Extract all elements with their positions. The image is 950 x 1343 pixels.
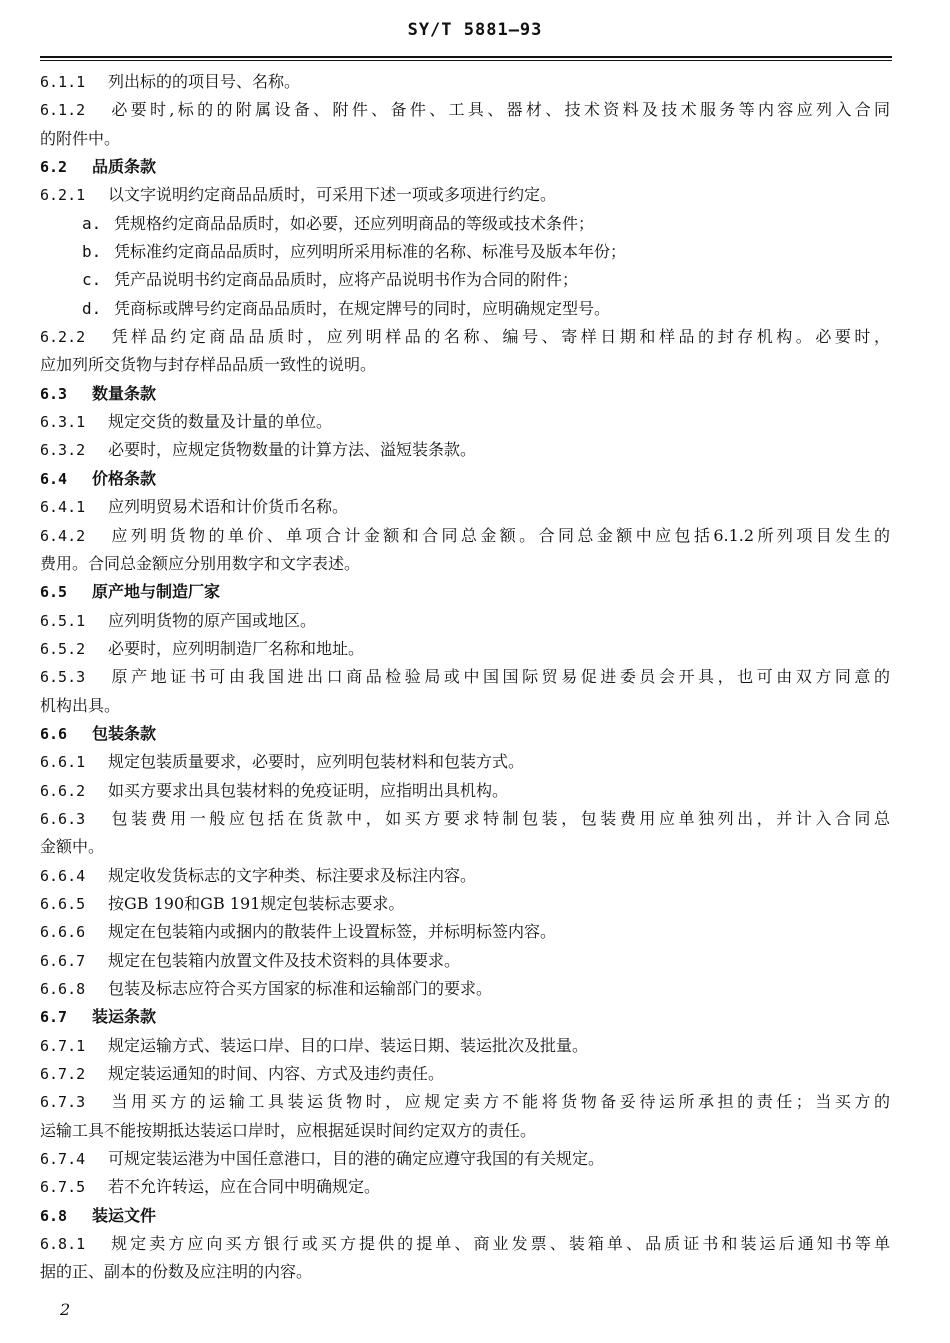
clause-continuation: 机构出具。 — [40, 695, 121, 715]
clause-6-6-8 — [40, 975, 890, 1003]
section-number: 6.3 — [40, 384, 68, 403]
clause-number: 6.6.1 — [40, 753, 86, 772]
clause-text: 若不允许转运，应在合同中明确规定。 — [108, 1177, 381, 1197]
clause-6-5-2 — [40, 635, 890, 663]
clause-number: 6.7.1 — [40, 1036, 86, 1055]
clause-continuation: 应加列所交货物与封存样品品质一致性的说明。 — [40, 355, 377, 375]
clause-text: 必要时，应列明制造厂名称和地址。 — [108, 638, 365, 658]
clause-6-6-7 — [40, 947, 890, 975]
clause-continuation: 金额中。 — [40, 837, 105, 857]
clause-number: 6.6.2 — [40, 781, 86, 800]
clause-6-4-2 — [40, 522, 890, 550]
page-number: 2 — [60, 1300, 71, 1319]
clause-text: 以文字说明约定商品品质时，可采用下述一项或多项进行约定。 — [108, 185, 557, 205]
list-letter: b. — [82, 242, 102, 262]
section-title: 包装条款 — [92, 723, 157, 743]
clause-continuation: 运输工具不能按期抵达装运口岸时，应根据延误时间约定双方的责任。 — [40, 1120, 537, 1140]
section-number: 6.7 — [40, 1008, 68, 1027]
section-6-8-heading — [40, 1202, 890, 1230]
clause-6-2-1 — [40, 181, 890, 209]
section-title: 装运文件 — [92, 1205, 157, 1225]
clause-number: 6.6.5 — [40, 894, 86, 913]
clause-number: 6.1.1 — [40, 73, 86, 91]
clause-text: 当用买方的运输工具装运货物时，应规定卖方不能将货物备妥待运所承担的责任；当买方的 — [108, 1092, 890, 1112]
clause-number: 6.5.3 — [40, 668, 86, 687]
list-text: 凭商标或牌号约定商品品质时，在规定牌号的同时，应明确规定型号。 — [114, 298, 611, 318]
section-number: 6.6 — [40, 724, 68, 743]
clause-number: 6.2.2 — [40, 328, 86, 347]
clause-6-7-3 — [40, 1088, 890, 1116]
clause-number: 6.6.7 — [40, 951, 86, 970]
section-6-7-heading — [40, 1003, 890, 1031]
section-title: 装运条款 — [92, 1007, 157, 1027]
clause-6-3-2 — [40, 436, 890, 464]
clause-6-7-5 — [40, 1173, 890, 1201]
list-letter: c. — [82, 270, 102, 290]
document-body — [40, 68, 890, 1287]
clause-text: 规定包装质量要求，必要时，应列明包装材料和包装方式。 — [108, 752, 525, 772]
section-number: 6.4 — [40, 469, 68, 488]
clause-text: 包装费用一般应包括在货款中，如买方要求特制包装，包装费用应单独列出，并计入合同总 — [108, 808, 890, 828]
clause-number: 6.5.2 — [40, 639, 86, 658]
clause-number: 6.6.8 — [40, 980, 86, 998]
list-item-b — [40, 238, 890, 266]
clause-6-3-1 — [40, 408, 890, 436]
clause-number: 6.1.2 — [40, 101, 86, 120]
clause-6-6-4 — [40, 862, 890, 890]
clause-6-7-4 — [40, 1145, 890, 1173]
clause-text: 应列明贸易术语和计价货币名称。 — [108, 497, 349, 517]
section-6-4-heading — [40, 465, 890, 493]
list-item-c — [40, 266, 890, 294]
clause-6-7-1 — [40, 1032, 890, 1060]
clause-6-4-1 — [40, 493, 890, 521]
clause-6-5-1 — [40, 607, 890, 635]
clause-number: 6.3.2 — [40, 441, 86, 460]
clause-6-6-6 — [40, 918, 890, 946]
clause-number: 6.7.3 — [40, 1093, 86, 1112]
section-number: 6.5 — [40, 583, 68, 602]
clause-number: 6.4.1 — [40, 498, 86, 517]
clause-text: 原产地证书可由我国进出口商品检验局或中国国际贸易促进委员会开具，也可由双方同意的 — [108, 667, 890, 687]
list-item-a — [40, 210, 890, 238]
clause-6-1-1 — [40, 68, 890, 96]
list-letter: d. — [82, 298, 102, 318]
section-6-6-heading — [40, 720, 890, 748]
clause-continuation: 据的正、副本的份数及应注明的内容。 — [40, 1262, 313, 1282]
clause-6-6-3 — [40, 805, 890, 833]
clause-text: 按GB 190和GB 191规定包装标志要求。 — [108, 893, 405, 913]
clause-number: 6.6.6 — [40, 923, 86, 942]
clause-number: 6.7.5 — [40, 1178, 86, 1197]
clause-number: 6.5.1 — [40, 611, 86, 630]
section-6-3-heading — [40, 380, 890, 408]
clause-number: 6.4.2 — [40, 526, 86, 545]
section-title: 数量条款 — [92, 383, 157, 403]
clause-6-6-5 — [40, 890, 890, 918]
clause-text: 可规定装运港为中国任意港口，目的港的确定应遵守我国的有关规定。 — [108, 1149, 605, 1169]
list-item-d — [40, 295, 890, 323]
section-number: 6.8 — [40, 1206, 68, 1225]
clause-text: 必要时,标的的附属设备、附件、备件、工具、器材、技术资料及技术服务等内容应列入合同 — [108, 100, 890, 120]
clause-text: 规定收发货标志的文字种类、标注要求及标注内容。 — [108, 865, 477, 885]
section-6-2-heading — [40, 153, 890, 181]
section-6-5-heading — [40, 578, 890, 606]
list-text: 凭产品说明书约定商品品质时，应将产品说明书作为合同的附件； — [114, 270, 579, 290]
list-text: 凭标准约定商品品质时，应列明所采用标准的名称、标准号及版本年份； — [114, 242, 627, 262]
list-letter: a. — [82, 213, 102, 233]
clause-number: 6.8.1 — [40, 1235, 86, 1254]
standard-code-header: SY/T 5881—93 — [407, 20, 543, 40]
clause-text: 规定运输方式、装运口岸、目的口岸、装运日期、装运批次及批量。 — [108, 1035, 589, 1055]
clause-text: 必要时，应规定货物数量的计算方法、溢短装条款。 — [108, 440, 477, 460]
clause-text: 列出标的的项目号、名称。 — [108, 72, 301, 91]
clause-text: 包装及标志应符合买方国家的标准和运输部门的要求。 — [108, 979, 493, 998]
clause-6-2-2 — [40, 323, 890, 351]
clause-text: 规定装运通知的时间、内容、方式及违约责任。 — [108, 1064, 445, 1084]
clause-number: 6.3.1 — [40, 413, 86, 432]
section-title: 价格条款 — [92, 468, 157, 488]
clause-number: 6.6.4 — [40, 866, 86, 885]
clause-number: 6.6.3 — [40, 809, 86, 828]
clause-text: 规定卖方应向买方银行或买方提供的提单、商业发票、装箱单、品质证书和装运后通知书等单 — [108, 1234, 890, 1254]
clause-continuation: 费用。合同总金额应分别用数字和文字表述。 — [40, 553, 361, 573]
list-text: 凭规格约定商品品质时，如必要，还应列明商品的等级或技术条件； — [114, 213, 595, 233]
section-number: 6.2 — [40, 158, 68, 177]
clause-text: 如买方要求出具包装材料的免疫证明，应指明出具机构。 — [108, 780, 509, 800]
clause-continuation: 的附件中。 — [40, 128, 121, 148]
section-title: 品质条款 — [92, 157, 157, 177]
clause-number: 6.7.4 — [40, 1150, 86, 1169]
clause-text: 规定交货的数量及计量的单位。 — [108, 412, 333, 432]
clause-number: 6.2.1 — [40, 186, 86, 205]
clause-6-6-1 — [40, 748, 890, 776]
clause-6-6-2 — [40, 777, 890, 805]
clause-text: 规定在包装箱内放置文件及技术资料的具体要求。 — [108, 950, 461, 970]
clause-text: 规定在包装箱内或捆内的散装件上设置标签，并标明标签内容。 — [108, 922, 557, 942]
clause-6-5-3 — [40, 663, 890, 691]
clause-text: 凭样品约定商品品质时，应列明样品的名称、编号、寄样日期和样品的封存机构。必要时， — [108, 327, 890, 347]
clause-text: 应列明货物的单价、单项合计金额和合同总金额。合同总金额中应包括6.1.2所列项目发生的 — [108, 525, 890, 545]
clause-6-7-2 — [40, 1060, 890, 1088]
clause-number: 6.7.2 — [40, 1065, 86, 1084]
clause-6-8-1 — [40, 1230, 890, 1258]
clause-6-1-2 — [40, 96, 890, 124]
header-rule — [40, 56, 892, 61]
clause-text: 应列明货物的原产国或地区。 — [108, 610, 317, 630]
section-title: 原产地与制造厂家 — [92, 582, 221, 602]
